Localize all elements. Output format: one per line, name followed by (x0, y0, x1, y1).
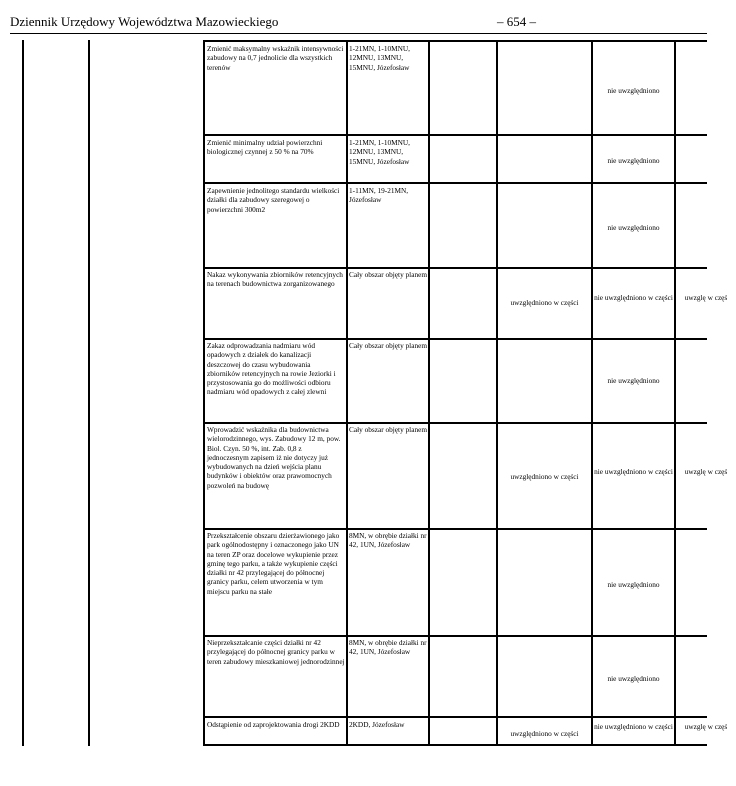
row-rule (205, 338, 707, 340)
row-6-status-a: uwzględniono w części (510, 472, 579, 481)
row-1-area: 1-21MN, 1-10MNU, 12MNU, 13MNU, 15MNU, Józefosław (349, 44, 411, 72)
row-6-description: Wprowadzić wskaźnika dla budownictwa wielorodzinnego, wys. Zabudowy 12 m, pow. Biol. Czyn. 50 %, int. Zab. 0,8 z jednoczesnym zapisem iż nie dotyczy już wybudowanych na dzień wejścia planu budynków i obiektów oraz prawomocnych pozwoleń na budowę (207, 425, 341, 490)
row-2-description: Zmienić minimalny udział powierzchni biologicznej czynnej z 50 % na 70% (207, 138, 323, 157)
row-rule (205, 528, 707, 530)
row-3-status: nie uwzględniono (607, 223, 660, 232)
column-rule (346, 40, 348, 746)
column-rule (203, 40, 205, 746)
row-5-status: nie uwzględniono (607, 376, 660, 385)
row-9-status-b: nie uwzględniono w części (594, 722, 673, 731)
row-3-description: Zapewnienie jednolitego standardu wielkości działki dla zabudowy szeregowej o powierzchni 300m2 (207, 186, 340, 214)
row-rule (205, 744, 707, 746)
column-rule (22, 40, 24, 746)
row-9-status-c: uwzglę w częś (684, 722, 728, 731)
row-2-area: 1-21MN, 1-10MNU, 12MNU, 13MNU, 15MNU, Józefosław (349, 138, 411, 166)
row-4-description: Nakaz wykonywania zbiorników retencyjnych na terenach budownictwa zorganizowanego (207, 270, 343, 289)
row-rule (205, 267, 707, 269)
row-8-area: 8MN, w obrębie działki nr 42, 1UN, Józefosław (349, 638, 427, 657)
row-9-description: Odstąpienie od zaprojektowania drogi 2KDD (207, 720, 340, 729)
column-rule (88, 40, 90, 746)
row-rule (205, 40, 707, 42)
row-4-status-a: uwzględniono w części (510, 298, 579, 307)
row-9-status-a: uwzględniono w części (510, 729, 579, 738)
row-8-status: nie uwzględniono (607, 674, 660, 683)
row-rule (205, 716, 707, 718)
row-rule (205, 635, 707, 637)
column-rule (591, 40, 593, 746)
row-rule (205, 182, 707, 184)
row-8-description: Nieprzekształcanie części działki nr 42 przylegającej do północnej granicy parku w teren zabudowy mieszkaniowej jednorodzinnej (207, 638, 345, 666)
row-6-status-b: nie uwzględniono w części (594, 467, 673, 476)
column-rule (496, 40, 498, 746)
row-7-description: Przekształcenie obszaru dzierżawionego jako park ogólnodostępny i oznaczonego jako UN na teren ZP oraz docelowe wykupienie przez gminę tego parku, a także wykupienie części działki nr 42 przylegającej do północnej granicy parku, celem utworzenia w tym miejscu parku na stałe (207, 531, 340, 596)
row-rule (205, 422, 707, 424)
row-1-description: Zmienić maksymalny wskaźnik intensywności zabudowy na 0,7 jednolicie dla wszystkich terenów (207, 44, 344, 72)
column-rule (428, 40, 430, 746)
publication-title: Dziennik Urzędowy Województwa Mazowieckiego (10, 14, 279, 29)
header-rule (10, 33, 707, 34)
row-7-status: nie uwzględniono (607, 580, 660, 589)
page-number: – 654 – (497, 14, 536, 29)
row-4-status-b: nie uwzględniono w części (594, 293, 673, 302)
row-5-area: Cały obszar objęty planem (349, 341, 428, 350)
row-6-area: Cały obszar objęty planem (349, 425, 428, 434)
row-3-area: 1-11MN, 19-21MN, Józefosław (349, 186, 409, 205)
column-rule (674, 40, 676, 746)
row-2-status: nie uwzględniono (607, 156, 660, 165)
row-9-area: 2KDD, Józefosław (349, 720, 405, 729)
row-6-status-c: uwzglę w częś (684, 467, 728, 476)
row-5-description: Zakaz odprowadzania nadmiaru wód opadowych z działek do kanalizacji deszczowej do czasu wybudowania zbiorników retencyjnych na rowie Jeziorki i przystosowania go do możliwości odbioru nadmiaru wód opadowych z całej zlewni (207, 341, 336, 397)
row-4-area: Cały obszar objęty planem (349, 270, 428, 279)
row-4-status-c: uwzglę w częś (684, 293, 728, 302)
row-rule (205, 134, 707, 136)
row-7-area: 8MN, w obrębie działki nr 42, 1UN, Józefosław (349, 531, 427, 550)
row-1-status: nie uwzględniono (607, 86, 660, 95)
